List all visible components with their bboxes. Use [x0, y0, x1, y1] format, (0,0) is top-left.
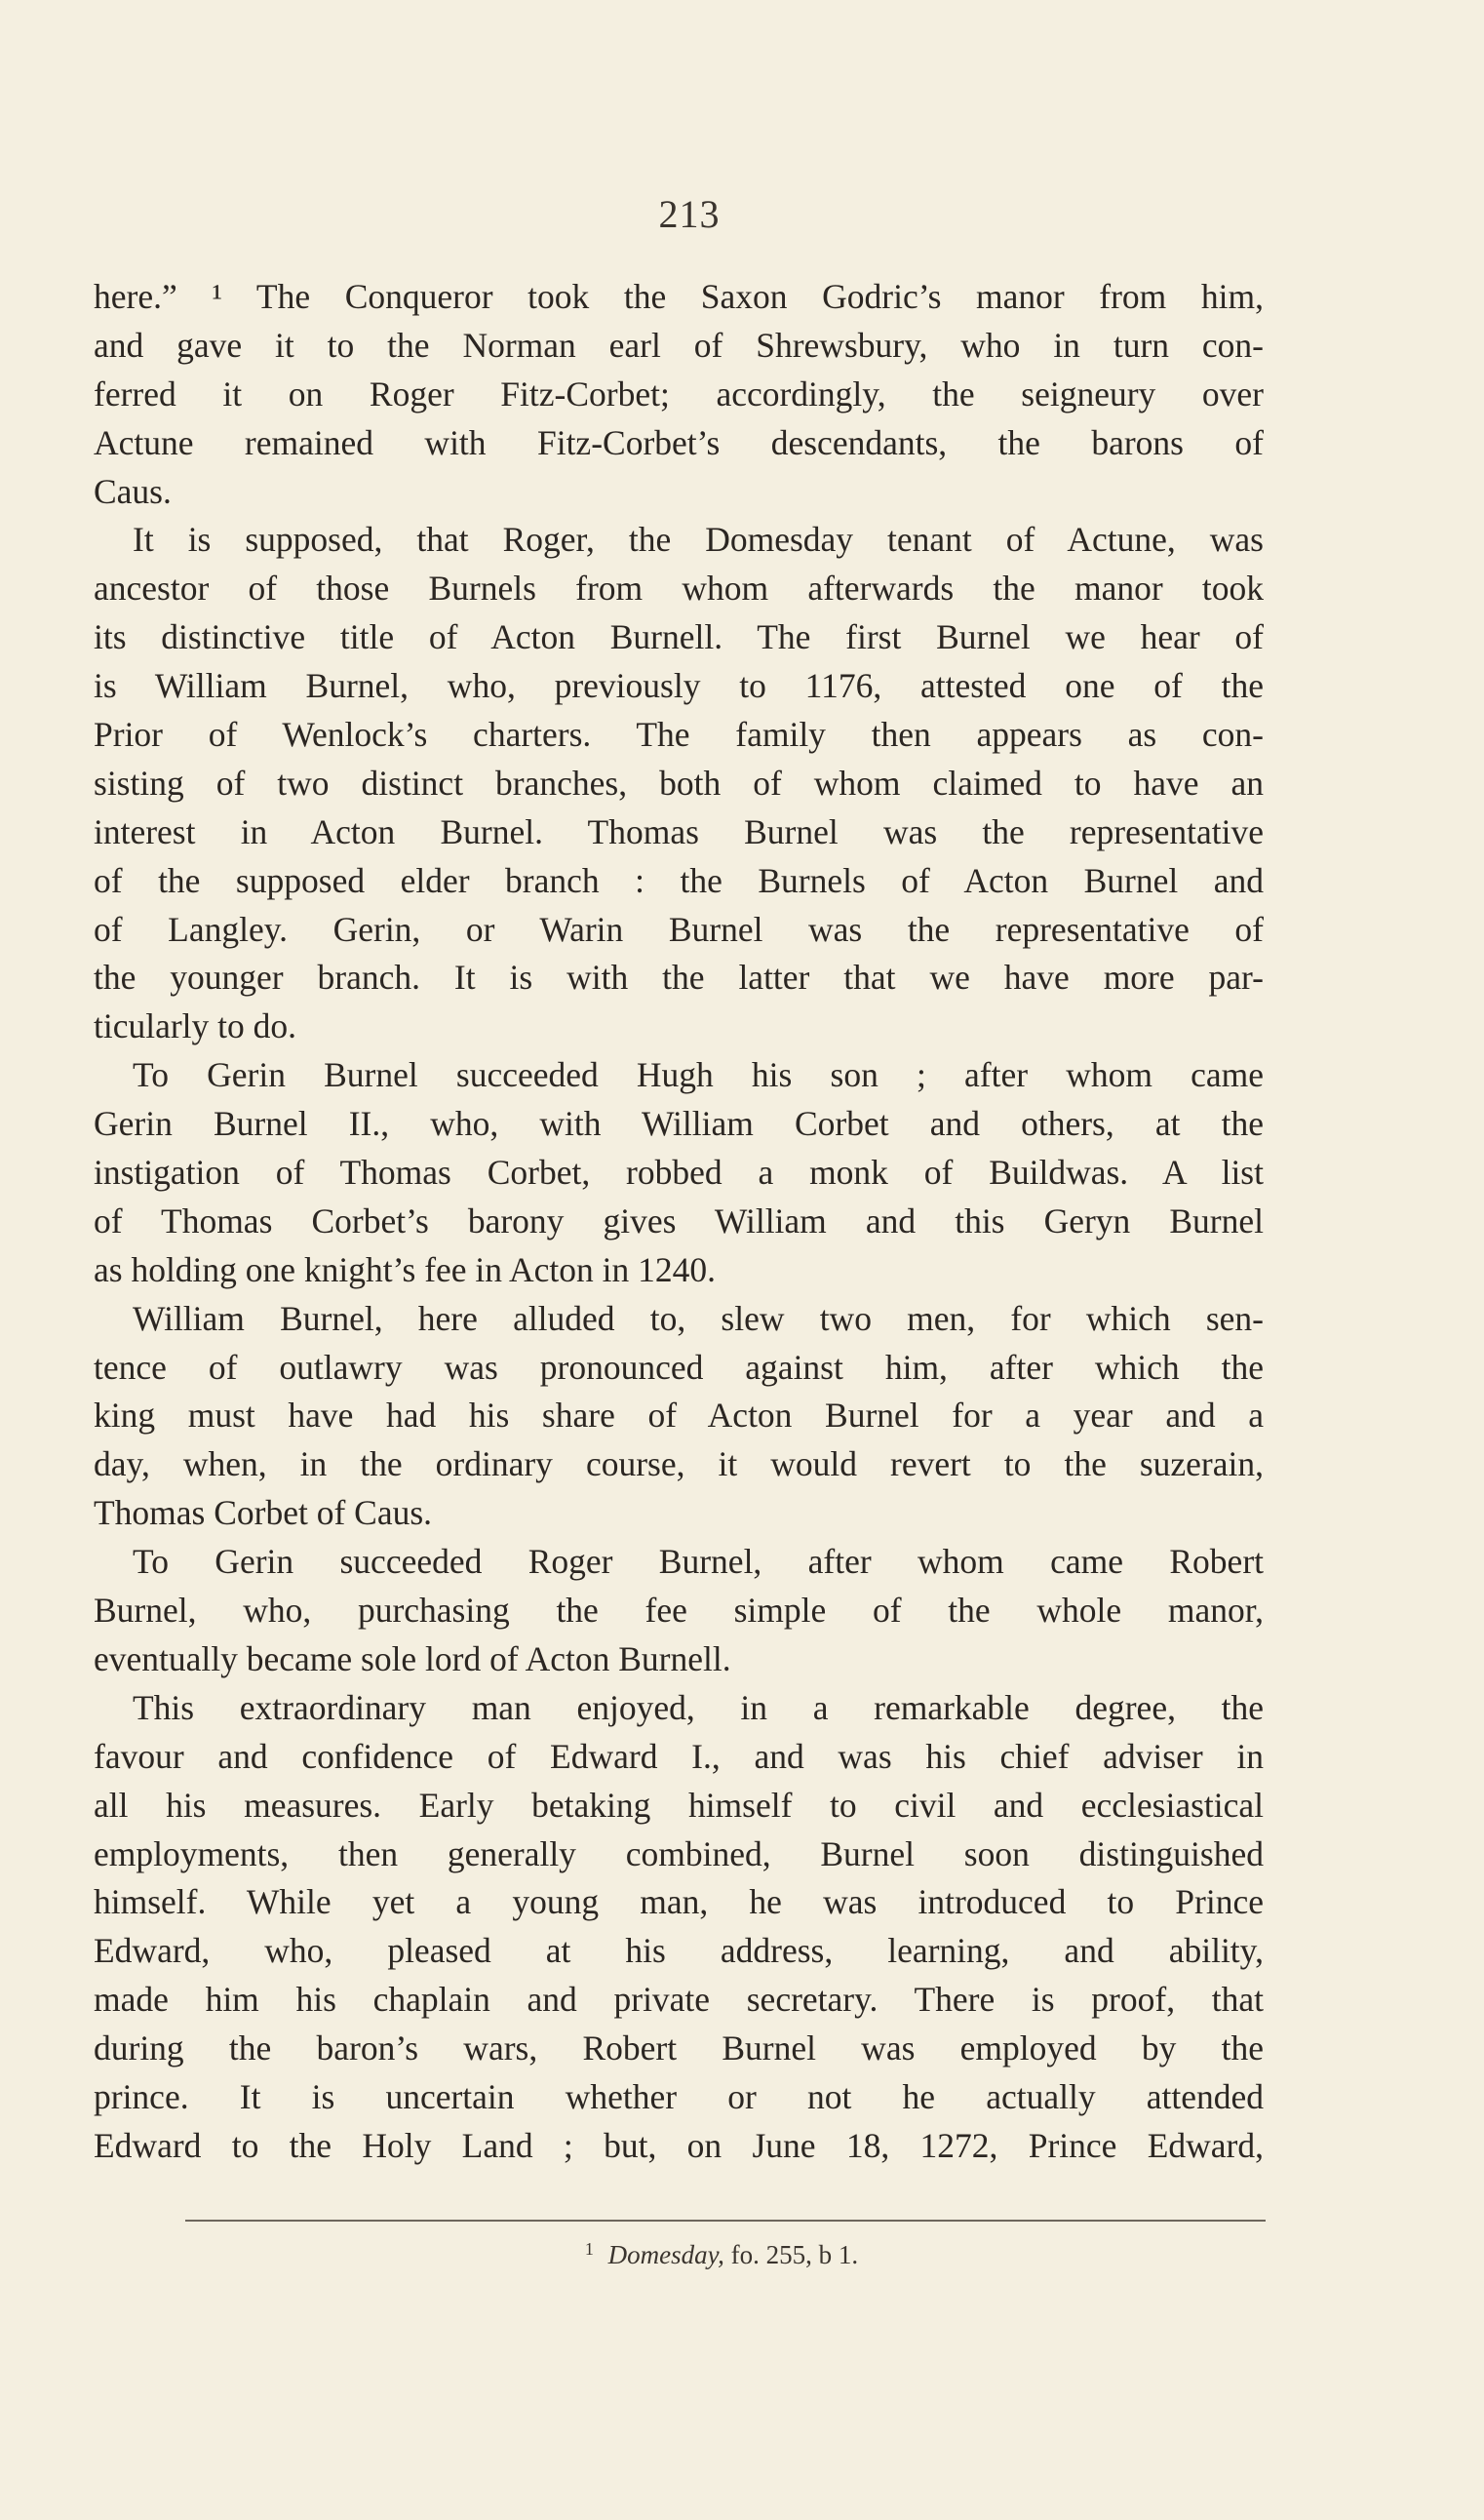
text-line: Edward, who, pleased at his address, learning, and ability, [94, 1931, 1264, 1971]
text-line: here.” ¹ The Conqueror took the Saxon Godric’s manor from him, [94, 277, 1264, 316]
footnote [0, 2239, 1443, 2270]
page-number: 213 [658, 192, 721, 236]
text-line: tence of outlawry was pronounced against him, after which the [94, 1347, 1264, 1387]
text-line: To Gerin Burnel succeeded Hugh his son ; after whom came [133, 1055, 1264, 1095]
text-line: ticularly to do. [94, 1006, 297, 1046]
text-line: himself. While yet a young man, he was introduced to Prince [94, 1882, 1264, 1922]
footnote-reference: fo. 255, b 1. [730, 2240, 859, 2269]
text-line: It is supposed, that Roger, the Domesday tenant of Actune, was [133, 520, 1264, 560]
text-line: ferred it on Roger Fitz-Corbet; accordingly, the seigneury over [94, 374, 1264, 413]
footnote-divider [185, 2220, 1266, 2222]
text-line: of Langley. Gerin, or Warin Burnel was the representative of [94, 909, 1264, 949]
text-line: all his measures. Early betaking himself to civil and ecclesiastical [94, 1785, 1264, 1825]
text-line: day, when, in the ordinary course, it would revert to the suzerain, [94, 1444, 1264, 1484]
text-line: made him his chaplain and private secretary. There is proof, that [94, 1980, 1264, 2020]
text-line: prince. It is uncertain whether or not he actually attended [94, 2076, 1264, 2116]
text-line: of Thomas Corbet’s barony gives William and this Geryn Burnel [94, 1201, 1264, 1240]
text-line: ancestor of those Burnels from whom afterwards the manor took [94, 569, 1264, 609]
text-line: king must have had his share of Acton Burnel for a year and a [94, 1396, 1264, 1436]
text-line: its distinctive title of Acton Burnell. The first Burnel we hear of [94, 617, 1264, 657]
text-line: Edward to the Holy Land ; but, on June 18, 1272, Prince Edward, [94, 2125, 1264, 2165]
text-line: Caus. [94, 471, 172, 511]
text-line: as holding one knight’s fee in Acton in 1240. [94, 1249, 716, 1289]
text-line: is William Burnel, who, previously to 1176, attested one of the [94, 666, 1264, 706]
body-text [94, 273, 1264, 2171]
text-line: of the supposed elder branch : the Burnels of Acton Burnel and [94, 860, 1264, 900]
text-line: employments, then generally combined, Burnel soon distinguished [94, 1833, 1264, 1873]
text-line: Gerin Burnel II., who, with William Corbet and others, at the [94, 1104, 1264, 1144]
text-line: favour and confidence of Edward I., and was his chief adviser in [94, 1736, 1264, 1776]
text-line: This extraordinary man enjoyed, in a remarkable degree, the [133, 1687, 1264, 1727]
text-line: Actune remained with Fitz-Corbet’s descendants, the barons of [94, 422, 1264, 462]
text-line: interest in Acton Burnel. Thomas Burnel was the representative [94, 811, 1264, 851]
text-line: the younger branch. It is with the latter that we have more par- [94, 958, 1264, 998]
footnote-marker: 1 [584, 2239, 594, 2259]
text-line: William Burnel, here alluded to, slew two men, for which sen- [133, 1298, 1264, 1338]
text-line: instigation of Thomas Corbet, robbed a monk of Buildwas. A list [94, 1153, 1264, 1193]
text-line: during the baron’s wars, Robert Burnel was employed by the [94, 2028, 1264, 2068]
text-line: Burnel, who, purchasing the fee simple of the whole manor, [94, 1591, 1264, 1631]
footnote-title: Domesday, [607, 2240, 724, 2269]
text-line: To Gerin succeeded Roger Burnel, after whom came Robert [133, 1542, 1264, 1582]
text-line: Thomas Corbet of Caus. [94, 1493, 433, 1533]
text-line: Prior of Wenlock’s charters. The family then appears as con- [94, 715, 1264, 755]
text-line: sisting of two distinct branches, both of whom claimed to have an [94, 763, 1264, 803]
text-line: and gave it to the Norman earl of Shrewsbury, who in turn con- [94, 325, 1264, 365]
text-line: eventually became sole lord of Acton Burnell. [94, 1638, 731, 1678]
